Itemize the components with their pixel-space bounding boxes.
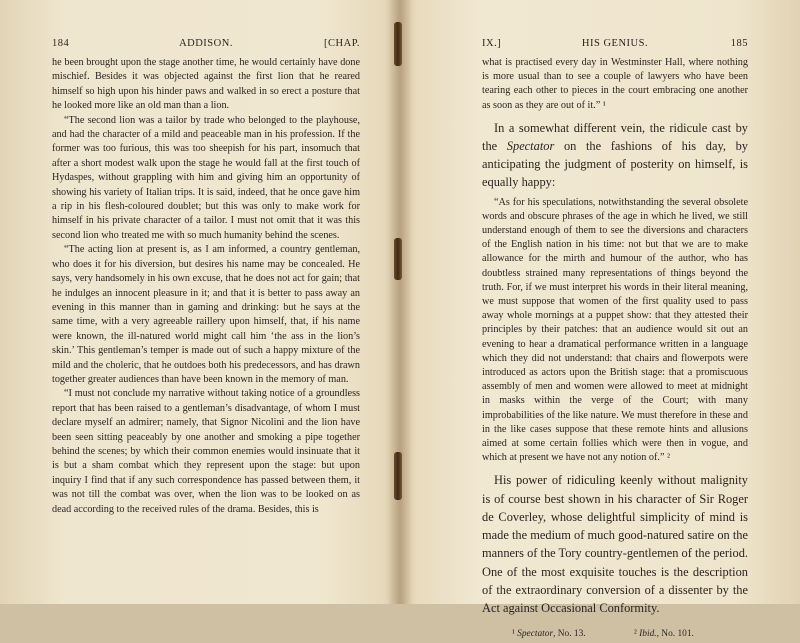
closing-paragraph: His power of ridiculing keenly without malignity is of course best shown in his character of Sir Roger de Coverley, whose delightful simplicity of mind is made the medium of much good-natured satire on the manners of the Tory country-gentlemen of the period. One of the most exquisite touches is the description of the extraordinary conversion of a dissenter by the Act against Occasional Conformity.: [482, 473, 748, 615]
left-paragraph-3: “The acting lion at present is, as I am informed, a country gentleman, who does it for his diversion, but desires his name may be concealed. He says, very handsomely in his own excuse, that he does not act for gain; that he indulges an innocent pleasure in it; and that it is better to pass away an evening in this manner than in gaming and drinking: but he says at the same time, with a very agreeable raillery upon himself, that, if his name were known, the ill-natured world might call him ‘the ass in the lion’s skin.’ This gentleman’s temper is made out of such a happy mixture of the mild and the choleric, that he outdoes both his predecessors, and has drawn together greater audiences than have been known in the memory of man.: [52, 244, 360, 385]
left-running-title: ADDISON.: [179, 38, 233, 49]
left-paragraph-1: he been brought upon the stage another time, he would certainly have done mischief. Besides it was objected against the first lion that he reared himself so high upon his hinder paws and walked in so erect a posture that he looked more like an old man than a lion.: [52, 57, 360, 112]
spectator-title: Spectator: [506, 139, 555, 154]
footnote-2-ref: , No. 101.: [656, 629, 694, 640]
footnote-1: [512, 629, 586, 639]
left-page: [0, 0, 398, 604]
footnotes: [482, 629, 748, 643]
footnote-2: [634, 629, 694, 639]
closing-paragraph-block: [482, 471, 748, 617]
footnote-1-marker: ¹: [512, 629, 518, 640]
left-chapter-marker: [CHAP.: [324, 38, 360, 49]
left-page-number: 184: [52, 38, 70, 49]
left-body-text: [52, 56, 360, 517]
left-paragraph-2: “The second lion was a tailor by trade who belonged to the playhouse, and had the character of a mild and peaceable man in his profession. If the former was too furious, this was too sheepish for his part, insomuch that after a short modest walk upon the stage he would fall at the first touch of Hydaspes, without grappling with him and giving him an opportunity of showing his variety of Italian trips. It is said, indeed, that he once gave him a rip in his flesh-coloured doublet; but this was only to make work for himself in his private character of a tailor. I must not omit that it was this second lion who treated me with so much humanity behind the scenes.: [52, 114, 360, 241]
spectator-paragraph-block: [482, 119, 748, 192]
spectator-paragraph: [482, 119, 748, 192]
footnote-1-title: Spectator: [517, 629, 554, 640]
left-running-head: [52, 38, 360, 54]
left-paragraph-4: “I must not conclude my narrative without taking notice of a groundless report that has been raised to a gentleman’s disadvantage, of whom I must declare myself an admirer; namely, that Signor Nicolini and the lion have been seen sitting peaceably by one another and smoking a pipe together behind the scenes; by which their common enemies would insinuate that it is but a sham combat which they represent upon the stage: but upon inquiry I find that if any such correspondence has passed between them, it was not till the combat was over, when the lion was to be looked on as dead according to the received rules of the drama. Besides, this is: [52, 388, 360, 515]
right-running-head: [482, 38, 748, 54]
opening-quote-block: [482, 56, 748, 113]
spectator-paragraph-start: In a somewhat different vein, the ridicule cast by the: [482, 120, 748, 154]
right-page: [402, 0, 800, 640]
right-running-title: HIS GENIUS.: [581, 38, 649, 49]
footnote-2-title: Ibid.: [639, 629, 657, 640]
long-quote: “As for his speculations, notwithstanding the several obsolete words and obscure phrases of the age in which he lived, we still understand enough of them to see the diversions and characters of the English nation in his time: not but that we are to make allowance for the mirth and humour of the author, who has doubtless strained many representations of things beyond the truth. For, if we must interpret his words in their literal meaning, we must suppose that women of the first quality used to pass away whole mornings at a puppet show: that they attested their principles by their patches: that an audience would sit out an evening to hear a dramatical performance written in a language which they did not understand: that chairs and flowerpots were introduced as actors upon the British stage: that a promiscuous assembly of men and women were allowed to meet at midnight in masks within the verge of the Court; with many improbabilities of the like nature. We must therefore in these and in the like cases suppose that these remote hints and allusions aimed at some certain follies which were then in vogue, and which at present we have not any notion of.” ²: [482, 196, 748, 464]
right-page-number: 185: [730, 38, 748, 49]
spectator-paragraph-end: on the fashions of his day, by anticipating the judgment of posterity on himself, is equally happy:: [482, 139, 748, 190]
footnote-2-marker: ²: [634, 629, 640, 640]
long-quote-block: [482, 196, 748, 466]
right-chapter-marker: IX.]: [482, 38, 502, 49]
opening-quote: what is practised every day in Westminster Hall, where nothing is more usual than to see a couple of lawyers who have been tearing each other to pieces in the court embracing one another as soon as they are out of it.” ¹: [482, 57, 748, 111]
footnote-1-ref: , No. 13.: [553, 629, 586, 640]
